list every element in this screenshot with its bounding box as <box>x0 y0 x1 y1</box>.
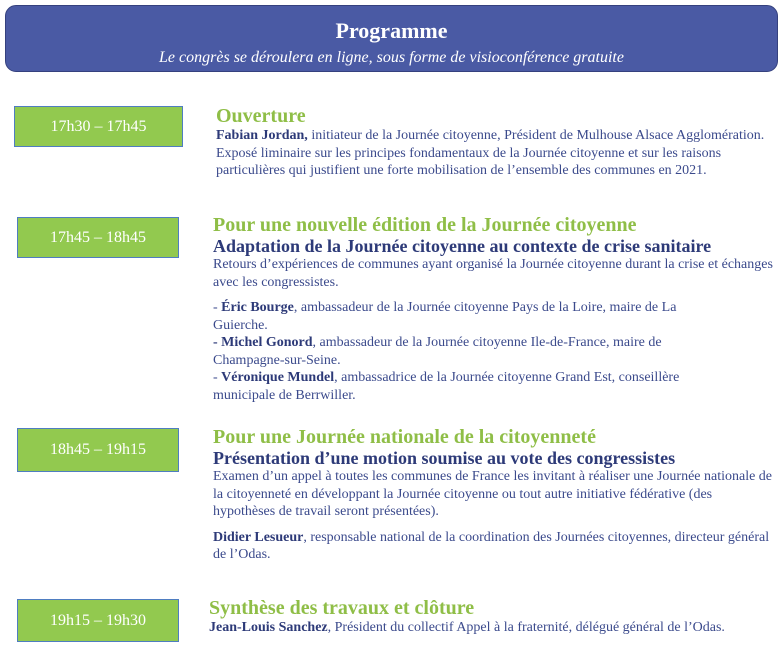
session-1-speaker <box>216 127 766 145</box>
session-2 <box>213 215 773 404</box>
session-3-speaker <box>213 529 773 564</box>
session-3-description: Examen d’un appel à toutes les communes de France les invitant à réaliser une Journée nationale de la citoyenneté en développant la Journée citoyenne ou tout autre initiative fédérative (des hypothèses de travail seront présentées). <box>213 469 773 519</box>
session-1-description: Exposé liminaire sur les principes fondamentaux de la Journée citoyenne et sur les raisons particulières qui justifient une forte mobilisation de l’ensemble des communes en 2021. <box>216 145 722 178</box>
speaker-prefix: - <box>213 300 222 315</box>
session-1-title: Ouverture <box>216 105 306 127</box>
speaker-name: - Michel Gonord <box>213 335 313 350</box>
programme-header <box>5 5 778 72</box>
session-2-speaker-3 <box>213 369 733 404</box>
session-2-speaker-1 <box>213 299 733 334</box>
time-slot-2: 17h45 – 18h45 <box>17 217 179 258</box>
session-4-title: Synthèse des travaux et clôture <box>209 597 475 619</box>
speaker-role: , ambassadrice de la Journée citoyenne Grand Est, conseillère municipale de Berrwiller. <box>213 370 680 403</box>
session-2-speaker-2 <box>213 334 713 369</box>
speaker-role: , Président du collectif Appel à la fraternité, délégué général de l’Odas. <box>327 620 725 635</box>
session-4 <box>209 598 779 637</box>
session-1 <box>216 106 766 180</box>
speaker-name: Véronique Mundel <box>221 370 335 385</box>
speaker-role: , ambassadeur de la Journée citoyenne Ile-de-France, maire de Champagne-sur-Seine. <box>213 335 662 368</box>
session-3-title: Pour une Journée nationale de la citoyenneté <box>213 426 596 448</box>
speaker-name: Éric Bourge <box>221 300 294 315</box>
speaker-role: , ambassadeur de la Journée citoyenne Pays de la Loire, maire de La Guierche. <box>213 300 677 333</box>
speaker-prefix: - <box>213 370 222 385</box>
speaker-name: Fabian Jordan, <box>216 128 308 143</box>
speaker-role: , responsable national de la coordination des Journées citoyennes, directeur général de l’Odas. <box>213 529 770 562</box>
time-slot-1: 17h30 – 17h45 <box>14 106 183 147</box>
speaker-name: Jean-Louis Sanchez <box>209 620 328 635</box>
programme-title: Programme <box>335 18 448 43</box>
session-2-description: Retours d’expériences de communes ayant organisé la Journée citoyenne durant la crise et échanges avec les congressistes. <box>213 257 773 290</box>
speaker-role: initiateur de la Journée citoyenne, Président de Mulhouse Alsace Agglomération. <box>307 128 765 143</box>
time-slot-3: 18h45 – 19h15 <box>17 428 179 472</box>
session-2-subtitle: Adaptation de la Journée citoyenne au contexte de crise sanitaire <box>213 236 712 256</box>
speaker-name: Didier Lesueur <box>213 529 304 545</box>
session-2-title: Pour une nouvelle édition de la Journée citoyenne <box>213 214 637 236</box>
session-4-speaker <box>209 619 779 637</box>
programme-subtitle: Le congrès se déroulera en ligne, sous forme de visioconférence gratuite <box>159 49 624 66</box>
session-3 <box>213 427 773 564</box>
time-slot-4: 19h15 – 19h30 <box>17 599 179 642</box>
session-3-subtitle: Présentation d’une motion soumise au vote des congressistes <box>213 448 676 468</box>
